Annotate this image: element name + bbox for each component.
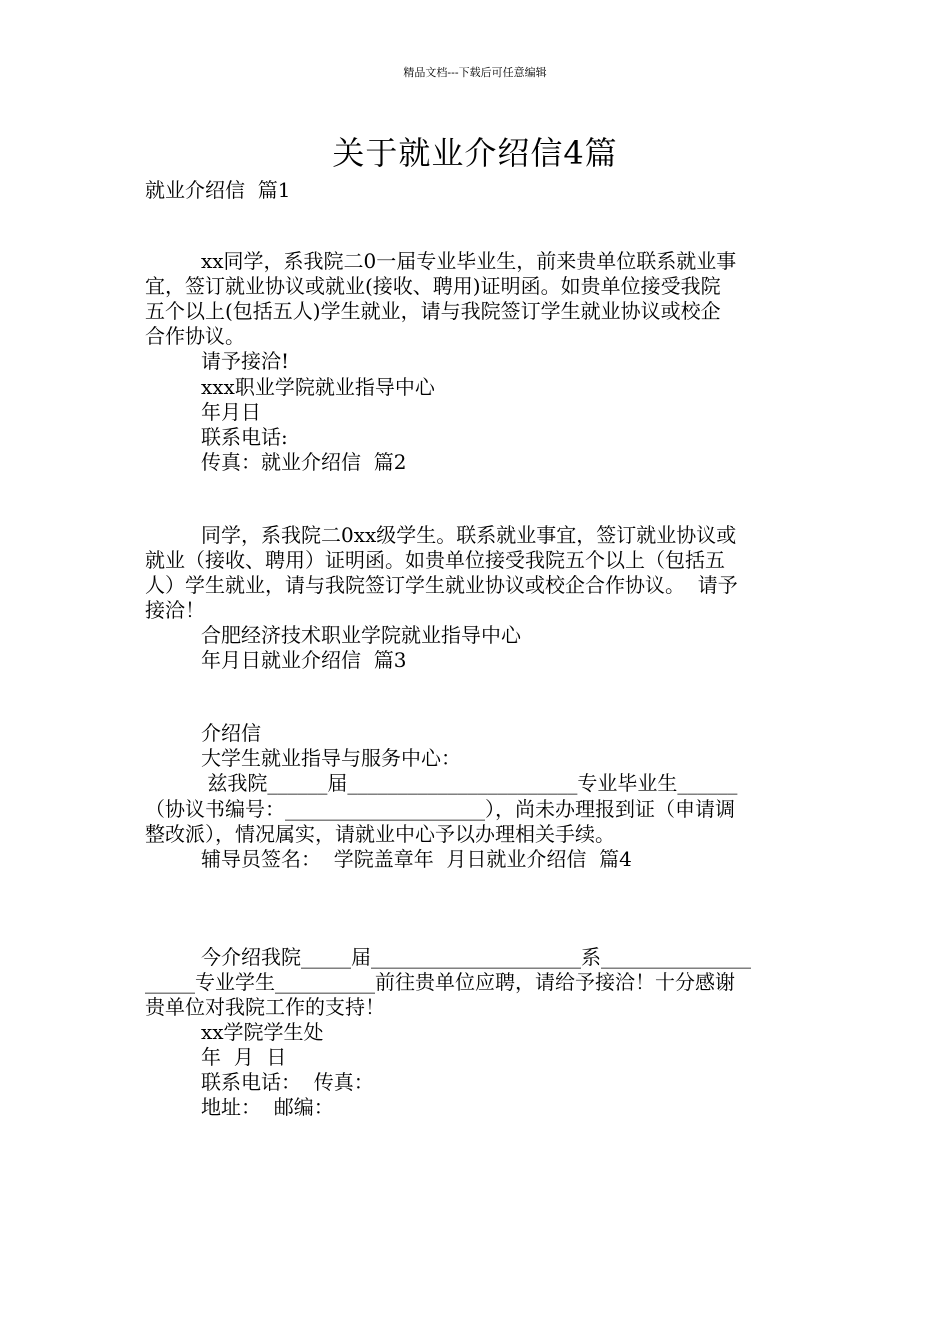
paragraph-line: 就业（接收、聘用）证明函。如贵单位接受我院五个以上（包括五 xyxy=(145,548,725,572)
paragraph-line: 年月日就业介绍信 篇3 xyxy=(201,648,407,672)
paragraph-line: 五个以上(包括五人)学生就业，请与我院签订学生就业协议或校企 xyxy=(145,299,721,323)
paragraph-line: 传真：就业介绍信 篇2 xyxy=(201,450,407,474)
paragraph-line: 辅导员签名： 学院盖章年 月日就业介绍信 篇4 xyxy=(201,847,632,871)
paragraph-line: （协议书编号：____________________），尚未办理报到证（申请调 xyxy=(145,797,735,821)
paragraph-line: 联系电话: xyxy=(201,425,288,449)
section-heading-1: 就业介绍信 篇1 xyxy=(145,178,291,202)
paragraph-line: 接洽！ xyxy=(145,598,205,622)
paragraph-line: 年月日 xyxy=(201,400,261,424)
paragraph-line: 合肥经济技术职业学院就业指导中心 xyxy=(201,623,521,647)
paragraph-line: 兹我院______届_______________________专业毕业生______ xyxy=(201,771,738,795)
paragraph-line: 地址： 邮编： xyxy=(201,1095,334,1119)
paragraph-line: 宜，签订就业协议或就业(接收、聘用)证明函。如贵单位接受我院 xyxy=(145,274,721,298)
paragraph-line: 年 月 日 xyxy=(201,1045,287,1069)
paragraph-line: 大学生就业指导与服务中心： xyxy=(201,746,461,770)
paragraph-line: 请予接洽! xyxy=(201,349,290,373)
paragraph-line: xxx职业学院就业指导中心 xyxy=(201,375,435,399)
paragraph-line: 同学，系我院二0xx级学生。联系就业事宜，签订就业协议或 xyxy=(201,523,737,547)
paragraph-line: xx学院学生处 xyxy=(201,1020,324,1044)
page-header: 精品文档---下载后可任意编辑 xyxy=(403,66,547,79)
paragraph-line: 人）学生就业，请与我院签订学生就业协议或校企合作协议。 请予 xyxy=(145,573,738,597)
paragraph-line: 介绍信 xyxy=(201,721,261,745)
paragraph-line: 今介绍我院_____届_____________________系_______________ xyxy=(201,945,751,969)
paragraph-line: 整改派），情况属实，请就业中心予以办理相关手续。 xyxy=(145,822,615,846)
paragraph-line: 贵单位对我院工作的支持！ xyxy=(145,995,385,1019)
paragraph-line: 联系电话： 传真： xyxy=(201,1070,374,1094)
paragraph-line: xx同学，系我院二0一届专业毕业生，前来贵单位联系就业事 xyxy=(201,249,737,273)
paragraph-line: 合作协议。 xyxy=(145,324,245,348)
document-title: 关于就业介绍信4篇 xyxy=(332,134,618,172)
paragraph-line: _____专业学生__________前往贵单位应聘，请给予接洽！十分感谢 xyxy=(145,970,735,994)
